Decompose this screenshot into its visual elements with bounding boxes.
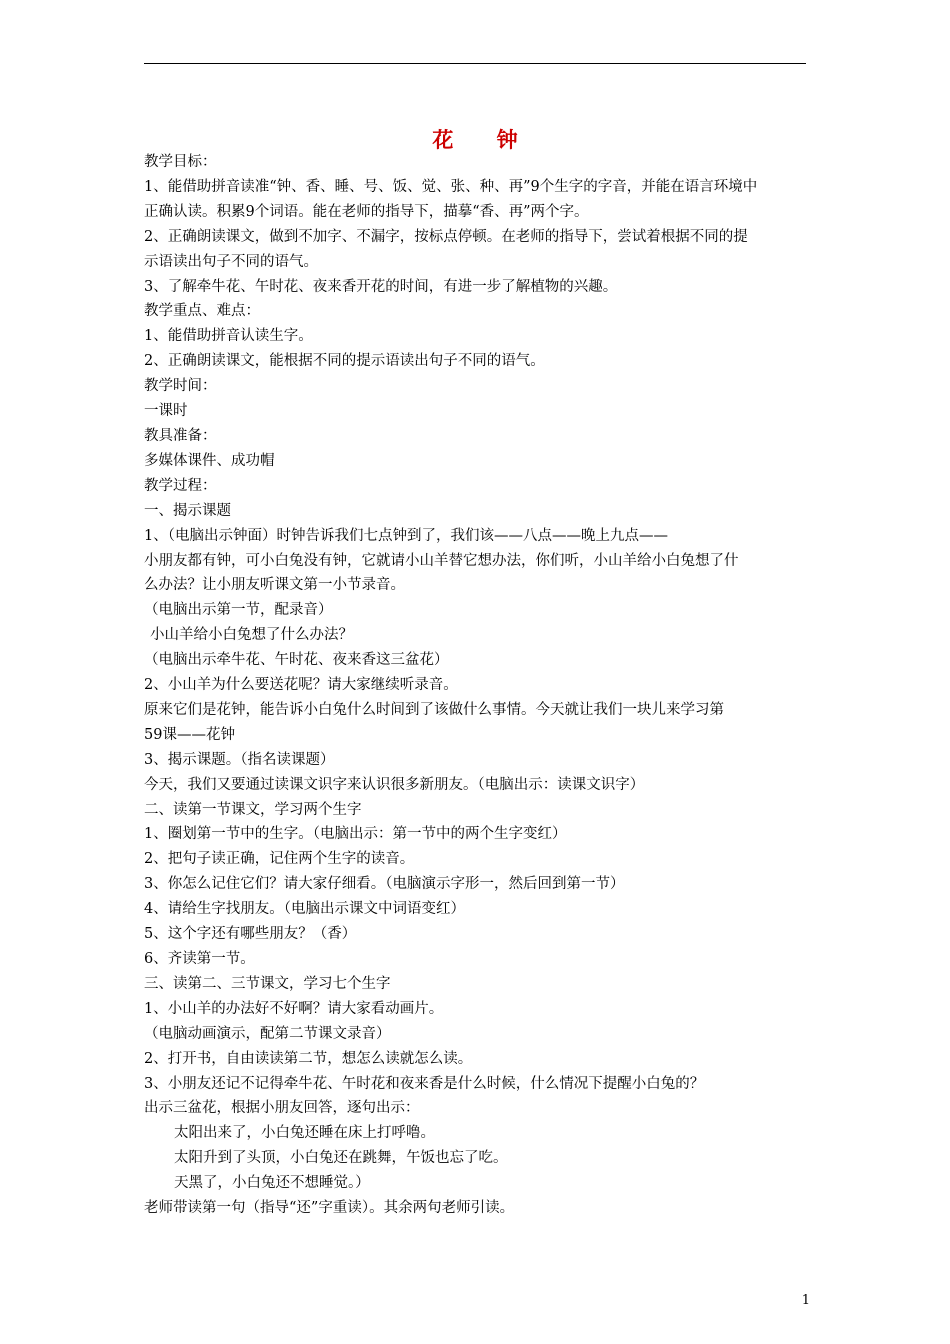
text-line: 天黑了，小白兔还不想睡觉。）: [174, 1175, 370, 1192]
text-line: 一、揭示课题: [144, 502, 231, 519]
text-line: 教学重点、难点：: [144, 303, 260, 320]
text-line: 2、小山羊为什么要送花呢？请大家继续听录音。: [144, 677, 458, 694]
text-line: 小朋友都有钟，可小白兔没有钟，它就请小山羊替它想办法，你们听，小山羊给小白兔想了什: [144, 552, 739, 569]
text-line: 1、能借助拼音读准“钟、香、睡、号、饭、觉、张、种、再”9个生字的字音，并能在语言环境中: [144, 178, 758, 195]
text-line: （电脑出示第一节，配录音）: [144, 602, 333, 619]
text-line: 3、小朋友还记不记得牵牛花、午时花和夜来香是什么时候，什么情况下提醒小白兔的？: [144, 1075, 705, 1092]
text-line: 59课——花钟: [144, 726, 235, 743]
text-line: 示语读出句子不同的语气。: [144, 253, 318, 270]
text-line: 1、小山羊的办法好不好啊？请大家看动画片。: [144, 1000, 444, 1017]
text-line: 二、读第一节课文，学习两个生字: [144, 801, 362, 818]
text-line: 教学时间：: [144, 378, 217, 395]
text-line: 今天，我们又要通过读课文识字来认识很多新朋友。（电脑出示：读课文识字）: [144, 776, 645, 793]
text-line: 教学目标：: [144, 154, 217, 170]
text-line: 太阳升到了头顶，小白兔还在跳舞，午饭也忘了吃。: [174, 1150, 508, 1167]
text-line: 4、请给生字找朋友。（电脑出示课文中词语变红）: [144, 901, 465, 918]
text-line: 教具准备：: [144, 427, 217, 444]
text-line: 1、圈划第一节中的生字。（电脑出示：第一节中的两个生字变红）: [144, 826, 567, 843]
text-line: 2、正确朗读课文，做到不加字、不漏字，按标点停顿。在老师的指导下，尝试着根据不同的提: [144, 228, 748, 245]
text-line: 正确认读。积累9个词语。能在老师的指导下，描摹“香、再”两个字。: [144, 203, 589, 220]
text-line: 3、你怎么记住它们？请大家仔细看。（电脑演示字形一，然后回到第一节）: [144, 876, 625, 893]
header-rule: [144, 63, 806, 64]
text-line: （电脑出示牵牛花、午时花、夜来香这三盆花）: [144, 652, 449, 669]
text-line: 1、（电脑出示钟面）时钟告诉我们七点钟到了，我们该——八点——晚上九点——: [144, 527, 668, 544]
text-line: 多媒体课件、成功帽: [144, 452, 275, 469]
text-line: 么办法？让小朋友听课文第一小节录音。: [144, 577, 405, 594]
text-line: 三、读第二、三节课文，学习七个生字: [144, 975, 391, 992]
document-title: 花 钟: [432, 128, 536, 152]
text-line: 2、正确朗读课文，能根据不同的提示语读出句子不同的语气。: [144, 353, 545, 370]
page-number: 1: [801, 1293, 810, 1308]
text-line: 3、揭示课题。（指名读课题）: [144, 751, 335, 768]
text-line: 6、齐读第一节。: [144, 951, 255, 967]
text-line: （电脑动画演示，配第二节课文录音）: [144, 1025, 391, 1042]
text-line: 原来它们是花钟，能告诉小白兔什么时间到了该做什么事情。今天就让我们一块儿来学习第: [144, 701, 724, 718]
text-line: 小山羊给小白兔想了什么办法？: [150, 627, 353, 644]
text-line: 教学过程：: [144, 477, 217, 494]
text-line: 一课时: [144, 403, 188, 420]
text-line: 太阳出来了，小白兔还睡在床上打呼噜。: [174, 1125, 435, 1142]
text-line: 出示三盆花，根据小朋友回答，逐句出示：: [144, 1100, 420, 1117]
text-line: 2、打开书，自由读读第二节，想怎么读就怎么读。: [144, 1050, 473, 1067]
text-line: 老师带读第一句（指导“还”字重读）。其余两句老师引读。: [144, 1200, 515, 1217]
document-body: [144, 150, 809, 1221]
text-line: 2、把句子读正确，记住两个生字的读音。: [144, 851, 415, 868]
text-line: 5、这个字还有哪些朋友？（香）: [144, 926, 357, 943]
text-line: 1、能借助拼音认读生字。: [144, 328, 313, 345]
text-line: 3、了解牵牛花、午时花、夜来香开花的时间，有进一步了解植物的兴趣。: [144, 278, 618, 295]
